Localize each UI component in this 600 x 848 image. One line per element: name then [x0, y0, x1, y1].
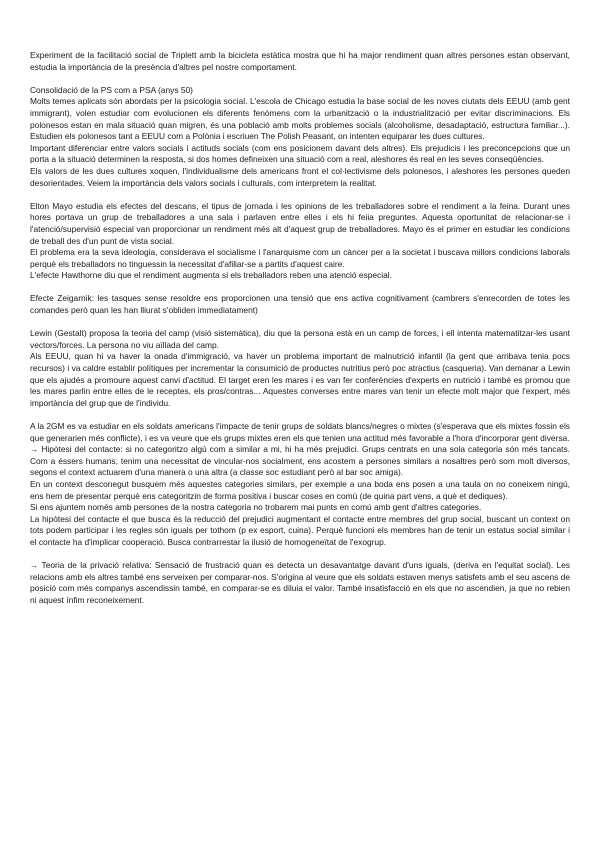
- paragraph: Important diferenciar entre valors socials i actituds socials (com ens posicionem davant dels altres). Els prejudicis i les preconcepcions que un porta a la situació determinen la resposta, si dos homes defineixen una situació com a real, aleshores és real en les seves conseqüències.: [30, 142, 570, 165]
- paragraph: → Teoria de la privació relativa: Sensació de frustració quan es detecta un desavantatge davant d'uns iguals, (deriva en l'equitat social). Les relacions amb els altres també ens serveixen per comparar-nos. S'origina al veure que els soldats estaven menys satisfets amb el seu ascens de posició com més companys ascendissin també, en comparar-se es diluia el valor. També insatisfacció en els que no ascendien, ja que no rebien ni aquest ínfim reconeixement.: [30, 560, 570, 605]
- paragraph: Elton Mayo estudia els efectes del descans, el tipus de jornada i les opinions de les treballadores sobre el rendiment a la feina. Durant unes hores portava un grup de treballadores a una sala i parlaven entre elles i els hi feiia preguntes. Aquesta oportunitat de relacionar-se i l'atenció/supervisió especial van proporcionar un rendiment més alt d'aquest grup de treballadores. Mayo és el primer en estudiar les condicions de treball des d'un punt de vista social.: [30, 200, 570, 246]
- paragraph: Lewin (Gestalt) proposa la teoria del camp (visió sistemàtica), diu que la persona està en un camp de forces, i ell intenta matematitzar-les usant vectors/forces. La persona no viu aïllada del camp.: [30, 328, 570, 350]
- paragraph: A la 2GM es va estudiar en els soldats americans l'impacte de tenir grups de soldats blancs/negres o mixtes (s'esperava que els mixtes fossin els que generarien més conflicte), i es va veure que els grups mixtes eren els que tenien una actitud més favorable a l'hora d'incorporar gent diversa.: [30, 421, 570, 443]
- section-zeigarnik: [30, 293, 570, 316]
- paragraph: → Hipòtesi del contacte: si no categoritzo algú com a similar a mi, hi ha més prejudici. Grups centrats en una sola categoria són més tancats. Com a éssers humans, tenim una necessitat de vincular-nos socialment, ens acostem a persones similars a nosaltres però som molt diversos, segons el context actuarem d'una manera o una altra (a classe soc estudiant però al bar soc amiga).: [30, 444, 570, 478]
- section-heading: Consolidació de la PS com a PSA (anys 50): [30, 84, 193, 95]
- paragraph: Als EEUU, quan hi va haver la onada d'immigració, va haver un problema important de malnutrició infantil (la gent que arribava tenia pocs recursos) i va caldre establir polítiques per incrementar la consumició de productes nutritius però poc atractius (casqueria). Van demanar a Lewin que els ajudés a promoure aquest canvi d'actitud. El target eren les mares i es van fer conferències d'experts en nutrició i també es promou que les mares parlin entre elles de le receptes, els pros/contras... Aquestes converses entre mares van tenir un efecte molt major que l'expert, més importància del grup que de l'individu.: [30, 351, 570, 408]
- paragraph: Molts temes aplicats són abordats per la psicologia social. L'escola de Chicago estudia la base social de les noves ciutats dels EEUU (amb gent immigrant), volen estudiar com evolucionen els diferents fenòmens com la urbanització o la industrialització per evitar discriminacions. Els polonesos estan en mala situació quan migren, és una població amb molts problemes socials (alcoholisme, desadaptació, estructura familiar...). Estudien els polonesos tant a EEUU com a Polònia i escriuen The Polish Peasant, on intenten equiparar les dues cultures.: [30, 96, 570, 142]
- paragraph: El problema era la seva ideologia, considerava el socialisme i l'anarquisme com un càncer per a la societat i buscava millors condicions laborals perquè els treballadors no tinguessin la necessitat d'afiliar-se a partits d'aquest caire.: [30, 247, 570, 269]
- paragraph: La hipòtesi del contacte el que busca és la reducció del prejudici augmentant el contacte entre membres del grup social, buscant un context on tots podem participar i les regles són iguals per tothom (p ex esport, cuina). Perquè funcioni els membres han de tenir un estatus social similar i el contacte ha d'implicar cooperació. Busca contrarrestar la ilusió de homogeneïtat de l'exogrup.: [30, 513, 570, 547]
- section-consolidacio: [30, 85, 570, 189]
- section-triplett: [30, 50, 570, 73]
- paragraph: En un context desconegut busquem més aquestes categories similars, per exemple a una boda ens posen a una taula on no coneixem ningú, ens hem de presentar perquè ens categoritzin de forma positiva i buscar coses en comú (de quina part vens, a què et dediques).: [30, 478, 570, 501]
- paragraph: Efecte Zeigarnik: les tasques sense resoldre ens proporcionen una tensió que ens activa cognitivament (cambrers s'enrecorden de totes les comandes però quan les han lliurat s'obliden immediatament): [30, 293, 570, 316]
- section-hipotesi-contacte: [30, 421, 570, 549]
- section-privacio-relativa: [30, 560, 570, 606]
- paragraph: L'efecte Hawthorne diu que el rendiment augmenta si els treballadors reben una atenció especial.: [30, 270, 392, 281]
- section-elton-mayo: [30, 201, 570, 282]
- paragraph: Els valors de les dues cultures xoquen, l'individualisme dels americans front el col·lectivisme dels polonesos, i aleshores les persones queden desorientades. Veiem la importància dels valors socials i culturals, com interpretem la realitat.: [30, 165, 570, 188]
- paragraph: Si ens ajuntem només amb persones de la nostra categoria no trobarem mai punts en comú amb gent d'altres categories.: [30, 502, 482, 513]
- section-lewin: [30, 328, 570, 409]
- paragraph: Experiment de la facilitació social de Triplett amb la bicicleta estàtica mostra que hi ha major rendiment quan altres persones estan observant, estudia la importància de la presència d'altres pel nostre comportament.: [30, 50, 570, 72]
